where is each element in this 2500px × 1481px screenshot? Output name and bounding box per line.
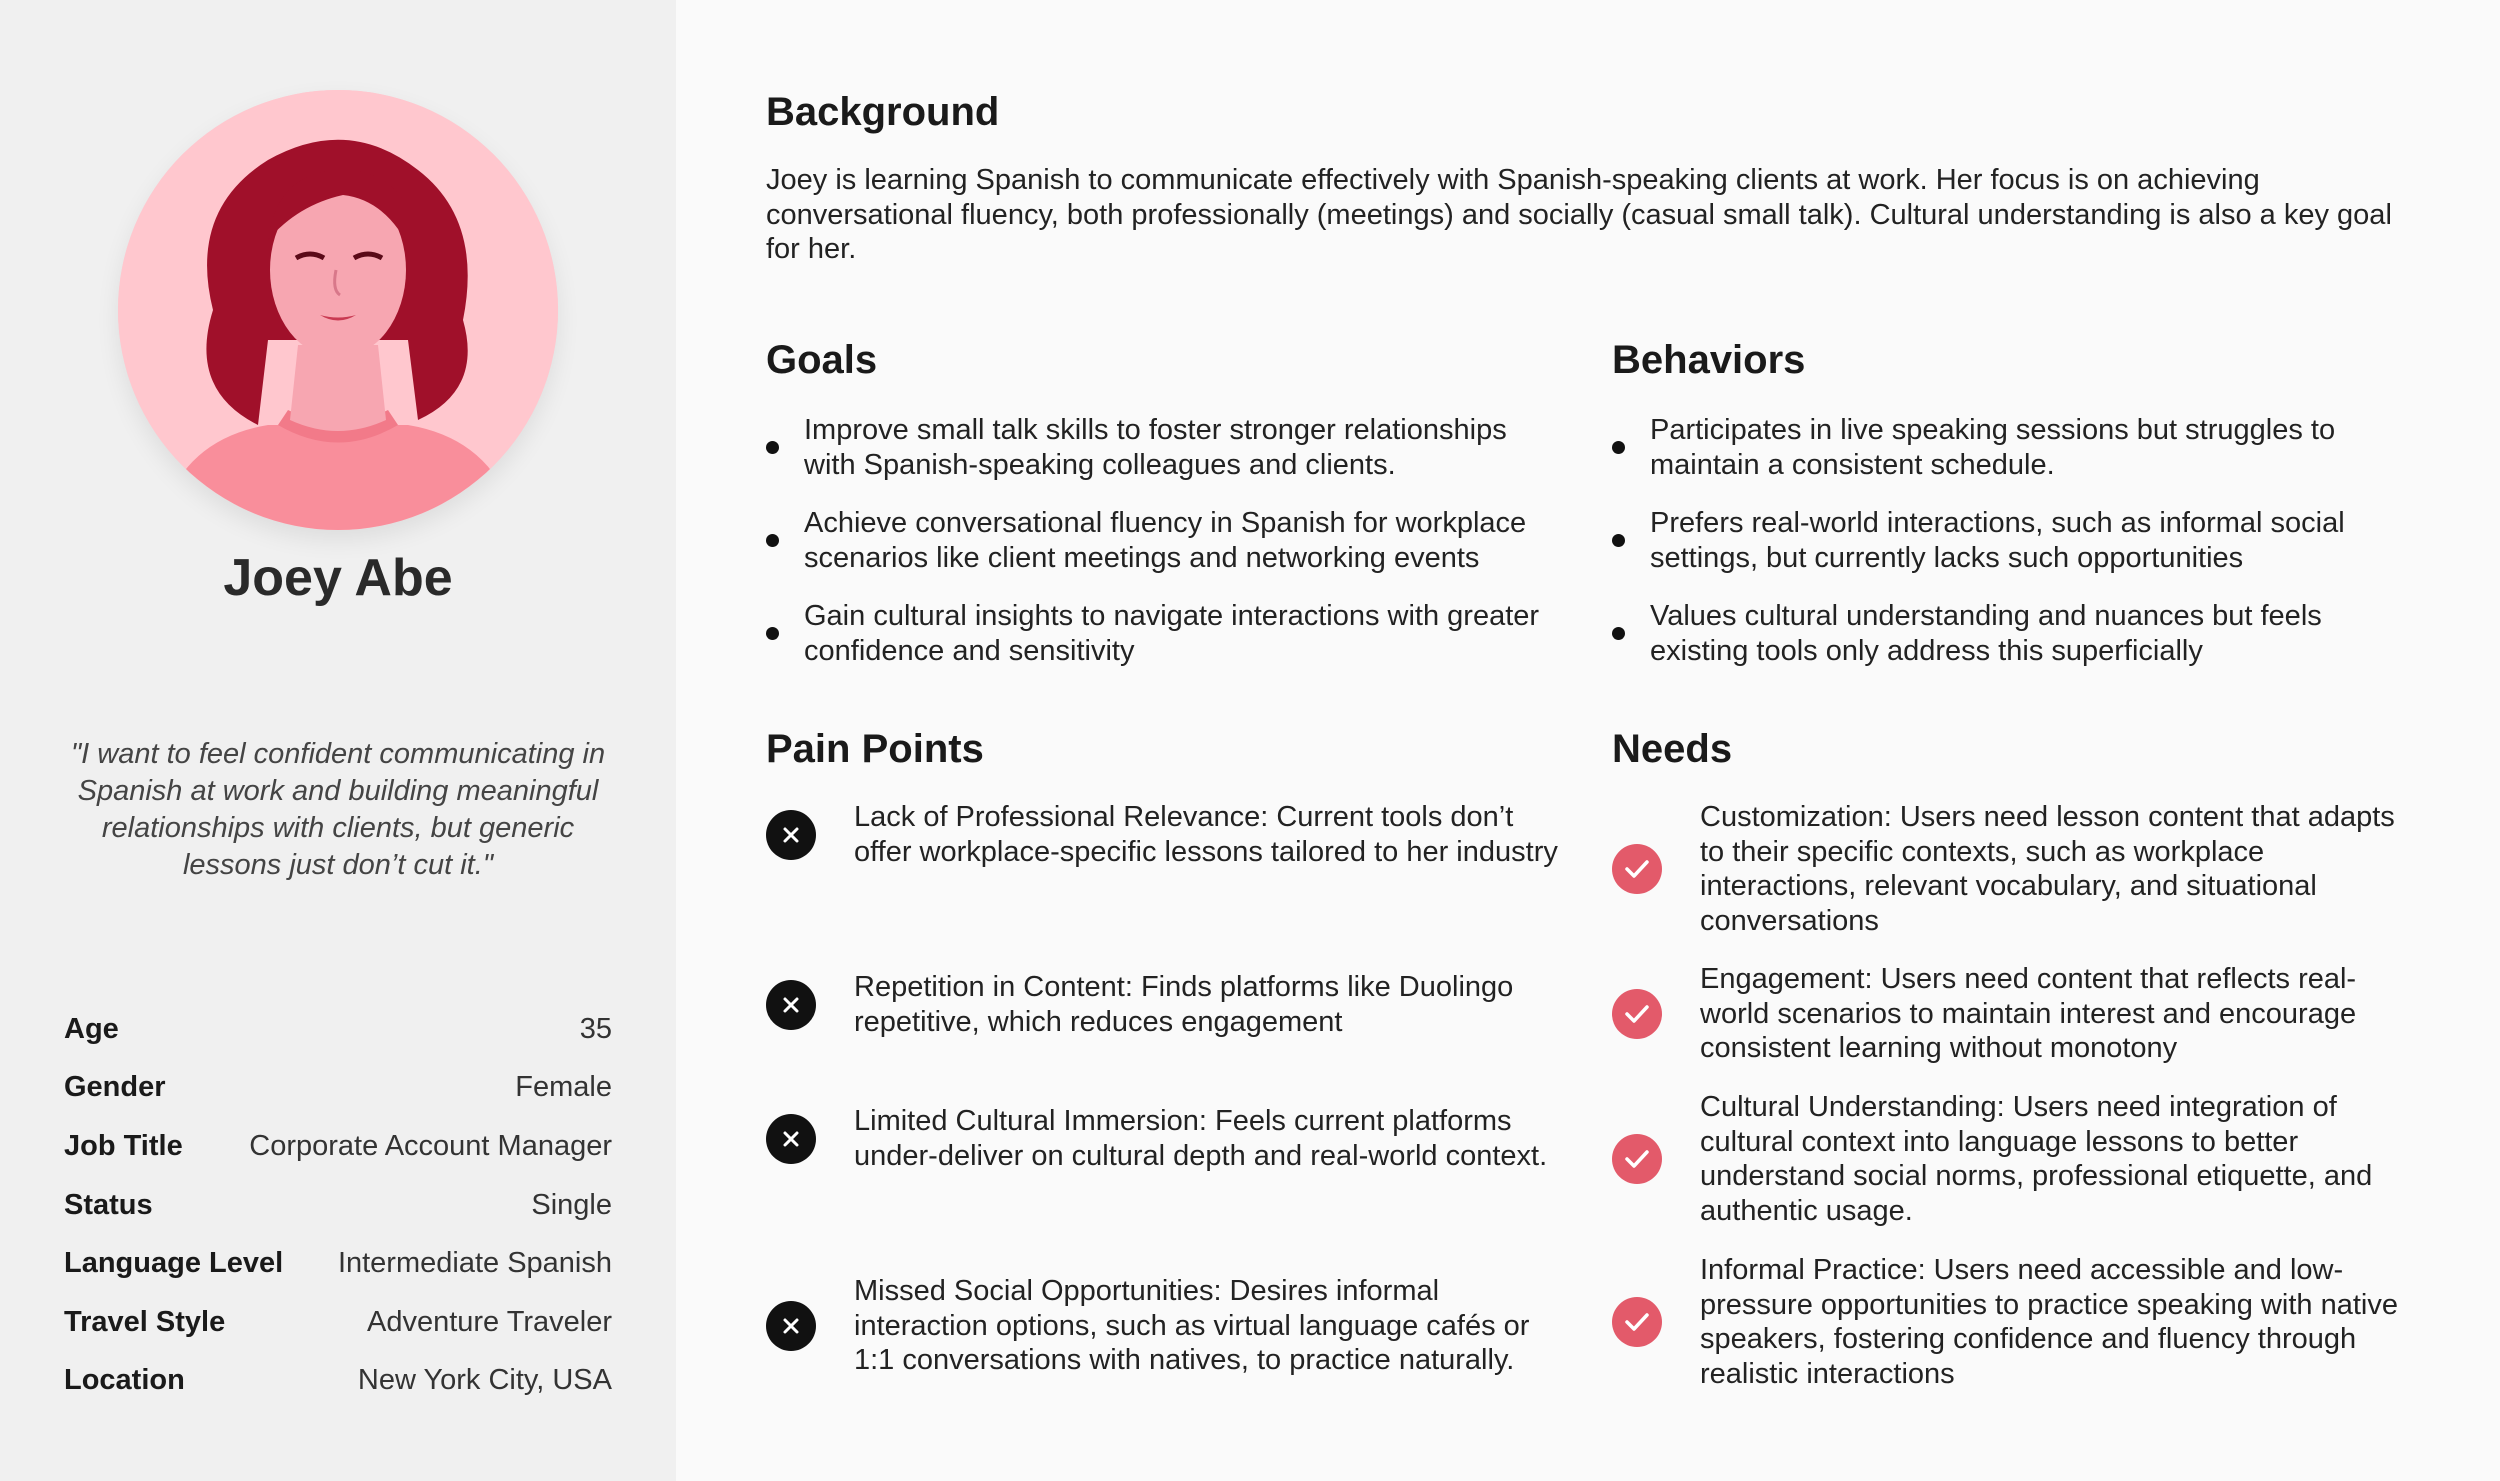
needs-heading: Needs xyxy=(1612,727,1733,771)
list-item xyxy=(1612,413,2406,482)
x-circle-icon xyxy=(766,980,816,1030)
detail-value: Intermediate Spanish xyxy=(337,1247,612,1280)
check-circle-icon xyxy=(1612,844,1662,894)
detail-value: Corporate Account Manager xyxy=(249,1129,612,1162)
detail-row-location xyxy=(64,1352,612,1411)
list-item xyxy=(766,413,1566,482)
pain-point-text: Missed Social Opportunities: Desires informal interaction options, such as virtual language cafés or 1:1 conversations with natives, to practice naturally. xyxy=(854,1275,1530,1376)
list-item xyxy=(766,1104,1566,1173)
pain-point-text: Repetition in Content: Finds platforms like Duolingo repetitive, which reduces engagement xyxy=(854,971,1514,1038)
detail-label: Gender xyxy=(64,1071,166,1104)
list-item xyxy=(1612,800,2406,938)
detail-label: Location xyxy=(64,1364,185,1397)
list-item xyxy=(766,970,1566,1039)
behavior-text: Values cultural understanding and nuances but feels existing tools only address this superficially xyxy=(1650,600,2322,667)
pain-point-text: Lack of Professional Relevance: Current tools don’t offer workplace-specific lessons tailored to her industry xyxy=(854,801,1558,868)
x-circle-icon xyxy=(766,1301,816,1351)
detail-value: Single xyxy=(531,1188,612,1221)
bullet-dot-icon xyxy=(1612,441,1625,454)
detail-row-job-title xyxy=(64,1117,612,1176)
list-item xyxy=(1612,962,2406,1066)
behaviors-heading: Behaviors xyxy=(1612,338,1806,382)
check-circle-icon xyxy=(1612,989,1662,1039)
persona-quote: "I want to feel confident communicating in Spanish at work and building meaningful relationships with clients, but generic lessons just don’t cut it." xyxy=(70,738,606,881)
check-circle-icon xyxy=(1612,1134,1662,1184)
background-heading: Background xyxy=(766,90,1000,134)
bullet-dot-icon xyxy=(1612,627,1625,640)
list-item xyxy=(1612,599,2406,668)
persona-details xyxy=(64,1000,612,1410)
list-item xyxy=(766,800,1566,869)
goal-text: Achieve conversational fluency in Spanish for workplace scenarios like client meetings and networking events xyxy=(804,507,1527,574)
detail-value: 35 xyxy=(579,1012,612,1045)
behavior-text: Participates in live speaking sessions but struggles to maintain a consistent schedule. xyxy=(1650,414,2336,481)
list-item xyxy=(766,506,1566,575)
x-circle-icon xyxy=(766,810,816,860)
list-item xyxy=(766,1274,1566,1378)
avatar xyxy=(118,90,558,530)
detail-row-gender xyxy=(64,1059,612,1118)
list-item xyxy=(1612,1090,2406,1228)
detail-row-status xyxy=(64,1176,612,1235)
check-circle-icon xyxy=(1612,1297,1662,1347)
goals-heading: Goals xyxy=(766,338,878,382)
need-text: Customization: Users need lesson content that adapts to their specific contexts, such as workplace interactions, relevant vocabulary, and situational conversations xyxy=(1700,801,2395,937)
detail-row-age xyxy=(64,1000,612,1059)
need-text: Engagement: Users need content that reflects real-world scenarios to maintain interest and encourage consistent learning without monotony xyxy=(1700,963,2357,1064)
goal-text: Gain cultural insights to navigate interactions with greater confidence and sensitivity xyxy=(804,600,1540,667)
detail-value: Female xyxy=(515,1071,612,1104)
background-text: Joey is learning Spanish to communicate effectively with Spanish-speaking clients at work. Her focus is on achieving conversational fluency, both professionally (meetings) and socially (casual small talk). Cultural understanding is also a key goal for her. xyxy=(766,164,2392,265)
detail-value: Adventure Traveler xyxy=(366,1305,612,1338)
list-item xyxy=(766,599,1566,668)
goal-text: Improve small talk skills to foster stronger relationships with Spanish-speaking colleagues and clients. xyxy=(804,414,1507,481)
detail-label: Job Title xyxy=(64,1129,183,1162)
detail-label: Travel Style xyxy=(64,1305,226,1338)
bullet-dot-icon xyxy=(766,627,779,640)
list-item xyxy=(1612,1253,2406,1391)
persona-name: Joey Abe xyxy=(223,549,453,607)
detail-row-travel-style xyxy=(64,1293,612,1352)
detail-label: Age xyxy=(64,1012,119,1045)
bullet-dot-icon xyxy=(766,441,779,454)
detail-value: New York City, USA xyxy=(357,1364,612,1397)
bullet-dot-icon xyxy=(766,534,779,547)
detail-label: Status xyxy=(64,1188,153,1221)
detail-label: Language Level xyxy=(64,1247,284,1280)
behavior-text: Prefers real-world interactions, such as informal social settings, but currently lacks such opportunities xyxy=(1650,507,2345,574)
bullet-dot-icon xyxy=(1612,534,1625,547)
need-text: Cultural Understanding: Users need integration of cultural context into language lessons to better understand social norms, professional etiquette, and authentic usage. xyxy=(1700,1091,2373,1227)
profile-sidebar xyxy=(0,0,676,1481)
pain-points-heading: Pain Points xyxy=(766,727,984,771)
need-text: Informal Practice: Users need accessible and low-pressure opportunities to practice speaking with native speakers, fostering confidence and fluency through realistic interactions xyxy=(1700,1254,2398,1390)
x-circle-icon xyxy=(766,1114,816,1164)
persona-main-content xyxy=(766,0,2406,1481)
detail-row-language-level xyxy=(64,1234,612,1293)
list-item xyxy=(1612,506,2406,575)
pain-point-text: Limited Cultural Immersion: Feels current platforms under-deliver on cultural depth and real-world context. xyxy=(854,1105,1548,1172)
persona-portrait-illustration xyxy=(118,90,558,530)
